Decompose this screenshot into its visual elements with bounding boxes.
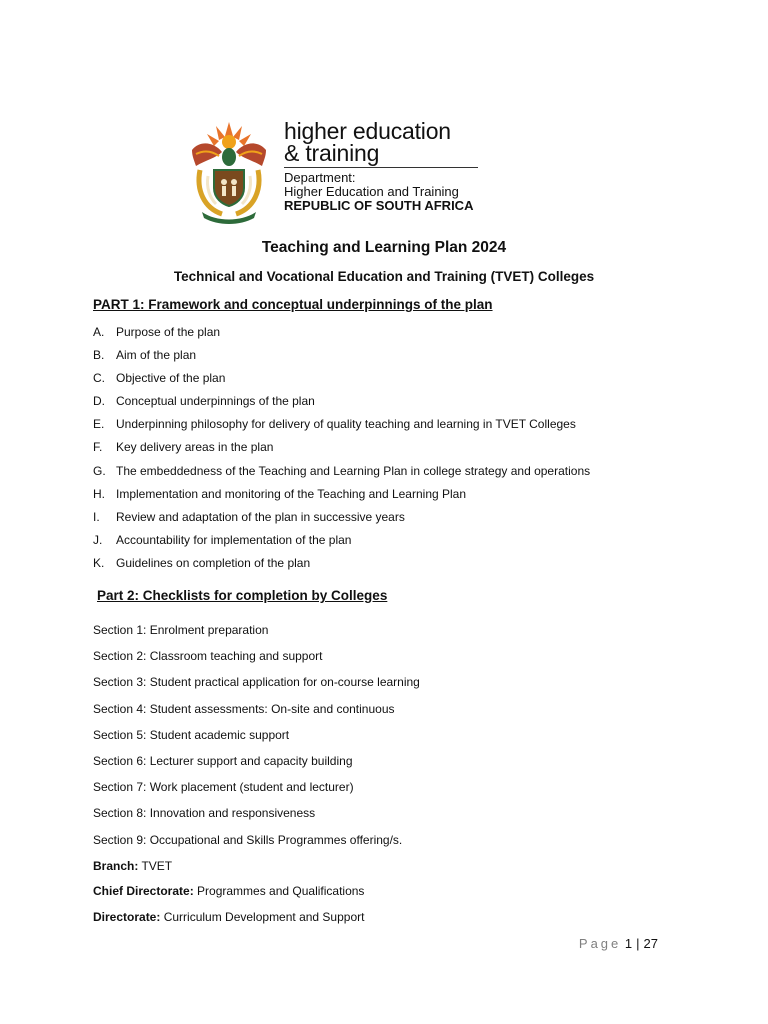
item-text: Conceptual underpinnings of the plan bbox=[116, 394, 315, 409]
section-item: Section 9: Occupational and Skills Programmes offering/s. bbox=[93, 832, 403, 847]
item-text: Purpose of the plan bbox=[116, 325, 221, 339]
part2-heading: Part 2: Checklists for completion by Colleges bbox=[97, 588, 388, 603]
item-text: The embeddedness of the Teaching and Learning Plan in college strategy and operations bbox=[116, 463, 591, 478]
chief-directorate-row bbox=[93, 884, 364, 909]
section-item: Section 7: Work placement (student and lecturer) bbox=[93, 780, 354, 795]
section-item: Section 3: Student practical application for on-course learning bbox=[93, 675, 420, 690]
section-item: Section 5: Student academic support bbox=[93, 727, 290, 742]
brand-line-2: & training bbox=[284, 140, 380, 166]
document-metadata bbox=[93, 859, 364, 935]
branch-label: Branch: bbox=[93, 859, 139, 873]
page-separator: | bbox=[636, 936, 640, 951]
directorate-label: Directorate: bbox=[93, 909, 161, 924]
directorate-row bbox=[93, 910, 364, 935]
part1-heading: PART 1: Framework and conceptual underpinnings of the plan bbox=[93, 297, 493, 312]
item-letter: A. bbox=[93, 325, 105, 339]
item-text: Objective of the plan bbox=[116, 371, 226, 386]
chief-directorate-label: Chief Directorate: bbox=[93, 884, 194, 899]
item-text: Guidelines on completion of the plan bbox=[116, 555, 311, 570]
item-letter: J. bbox=[93, 532, 103, 547]
item-letter: E. bbox=[93, 417, 105, 432]
document-subtitle: Technical and Vocational Education and Training (TVET) Colleges bbox=[173, 269, 595, 284]
item-text: Key delivery areas in the plan bbox=[116, 440, 274, 455]
logo-wordmark bbox=[284, 120, 482, 164]
coat-of-arms-icon bbox=[186, 120, 272, 224]
directorate-value: Curriculum Development and Support bbox=[160, 909, 365, 924]
item-text: Aim of the plan bbox=[116, 348, 197, 363]
branch-value: TVET bbox=[138, 859, 173, 873]
dept-line-1: Department: bbox=[284, 170, 356, 185]
document-title: Teaching and Learning Plan 2024 bbox=[261, 239, 507, 256]
logo-divider bbox=[284, 167, 478, 168]
section-item: Section 2: Classroom teaching and support bbox=[93, 649, 323, 664]
item-letter: C. bbox=[93, 371, 105, 386]
brand-line-1: higher education bbox=[284, 118, 451, 144]
item-letter: K. bbox=[93, 555, 105, 570]
item-letter: B. bbox=[93, 348, 105, 363]
branch-row bbox=[93, 859, 364, 884]
section-item: Section 8: Innovation and responsiveness bbox=[93, 806, 316, 821]
page-word: Page bbox=[578, 936, 622, 951]
item-letter: G. bbox=[93, 463, 106, 478]
dept-line-2: Higher Education and Training bbox=[284, 184, 459, 199]
section-item: Section 6: Lecturer support and capacity building bbox=[93, 753, 353, 768]
page-number: 1 bbox=[624, 936, 633, 951]
item-letter: H. bbox=[93, 486, 105, 501]
department-logo bbox=[186, 118, 482, 226]
dept-country: REPUBLIC OF SOUTH AFRICA bbox=[284, 198, 474, 213]
chief-directorate-value: Programmes and Qualifications bbox=[193, 884, 365, 899]
item-letter: I. bbox=[93, 509, 100, 524]
part2-section-list bbox=[93, 623, 420, 859]
total-pages: 27 bbox=[643, 936, 658, 951]
item-text: Implementation and monitoring of the Teaching and Learning Plan bbox=[116, 486, 467, 501]
item-text: Underpinning philosophy for delivery of quality teaching and learning in TVET Colleges bbox=[116, 417, 576, 432]
department-name bbox=[284, 171, 484, 213]
item-letter: F. bbox=[93, 440, 103, 455]
page-footer bbox=[579, 936, 658, 951]
item-letter: D. bbox=[93, 394, 105, 409]
item-text: Accountability for implementation of the plan bbox=[116, 532, 352, 547]
section-item: Section 1: Enrolment preparation bbox=[93, 623, 269, 637]
item-text: Review and adaptation of the plan in successive years bbox=[116, 509, 405, 524]
section-item: Section 4: Student assessments: On-site and continuous bbox=[93, 701, 395, 716]
